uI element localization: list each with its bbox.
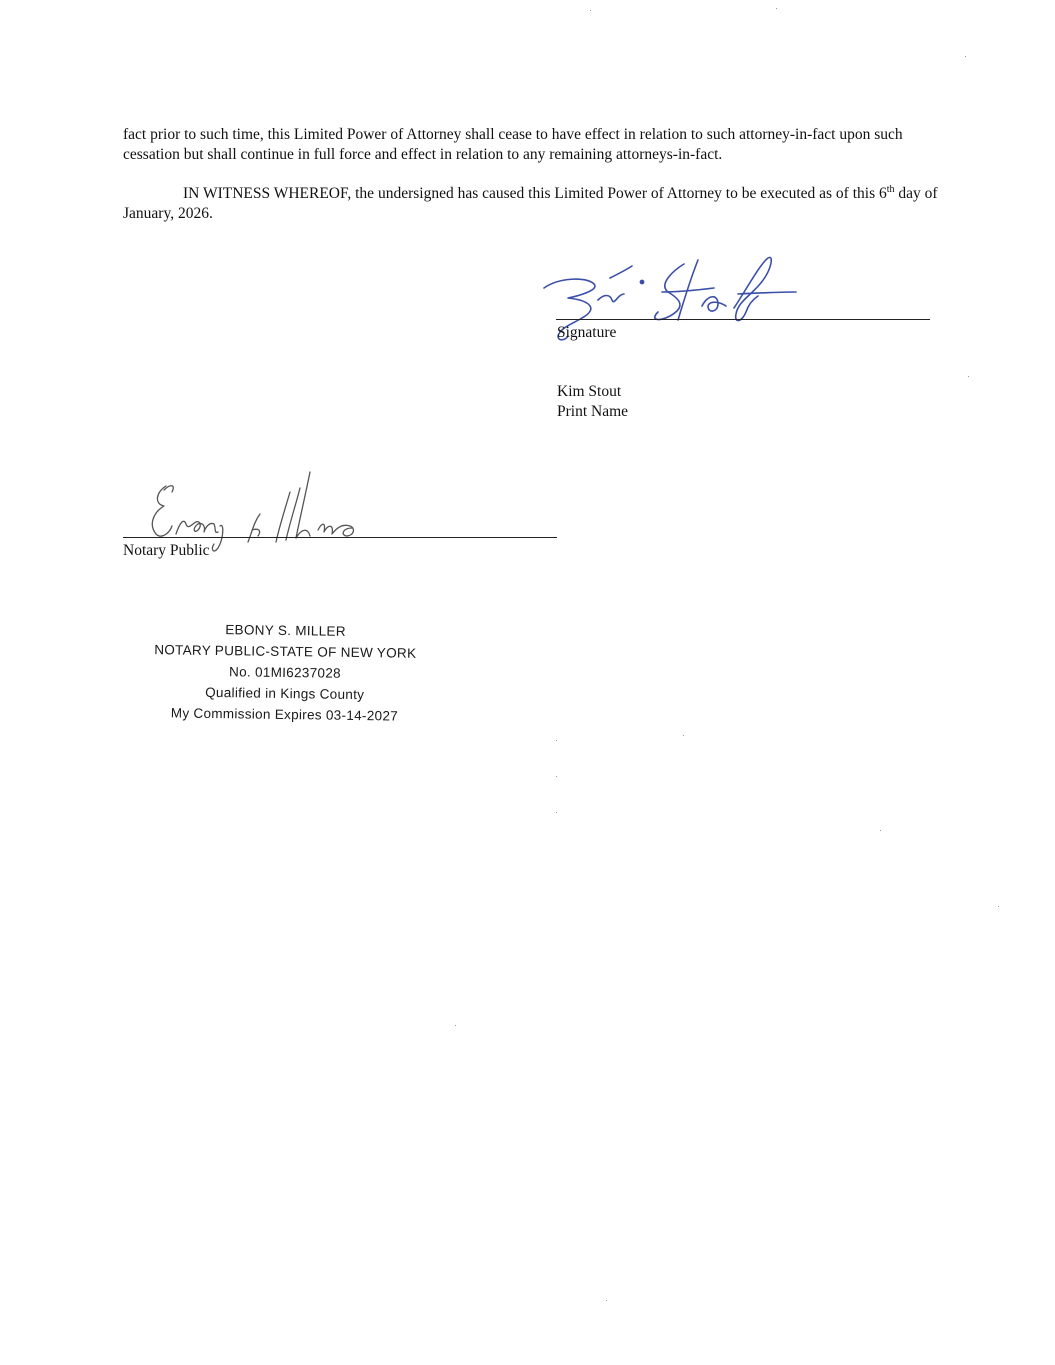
printed-name: Kim Stout [557, 383, 622, 400]
print-name-label: Print Name [557, 403, 629, 420]
ordinal-suffix: th [886, 183, 895, 195]
stamp-title: NOTARY PUBLIC-STATE OF NEW YORK [154, 642, 417, 661]
stamp-county: Qualified in Kings County [205, 684, 365, 703]
scan-speck [455, 1025, 456, 1026]
notary-public-label: Notary Public [123, 542, 210, 559]
witness-paragraph [123, 184, 943, 224]
scan-speck [606, 1300, 607, 1301]
stamp-expiration: My Commission Expires 03-14-2027 [170, 705, 399, 724]
stamp-name: EBONY S. MILLER [225, 622, 346, 639]
scan-speck [880, 830, 881, 831]
scan-speck [556, 740, 557, 741]
principal-signature-line [556, 319, 930, 320]
notary-stamp [139, 618, 430, 727]
scan-speck [556, 812, 557, 813]
signature-label: Signature [557, 324, 617, 341]
scan-speck [965, 56, 966, 57]
closing-paragraph: fact prior to such time, this Limited Power of Attorney shall cease to have effect in relation to such attorney-in-fact upon such cessation but shall continue in full force and effect in relation to any remaining attorneys-in-fact. [123, 126, 903, 163]
notary-signature-line [123, 537, 557, 538]
witness-text: IN WITNESS WHEREOF, the undersigned has caused this Limited Power of Attorney to be executed as of this 6 [183, 185, 887, 202]
scan-speck [683, 735, 684, 736]
stamp-number: No. 01MI6237028 [228, 664, 342, 681]
scan-speck [998, 906, 999, 907]
scan-speck [556, 776, 557, 777]
witness-date: day of January, 2026. [123, 185, 938, 222]
scan-speck [590, 10, 591, 11]
scan-speck [968, 376, 969, 377]
scan-speck [776, 8, 777, 9]
